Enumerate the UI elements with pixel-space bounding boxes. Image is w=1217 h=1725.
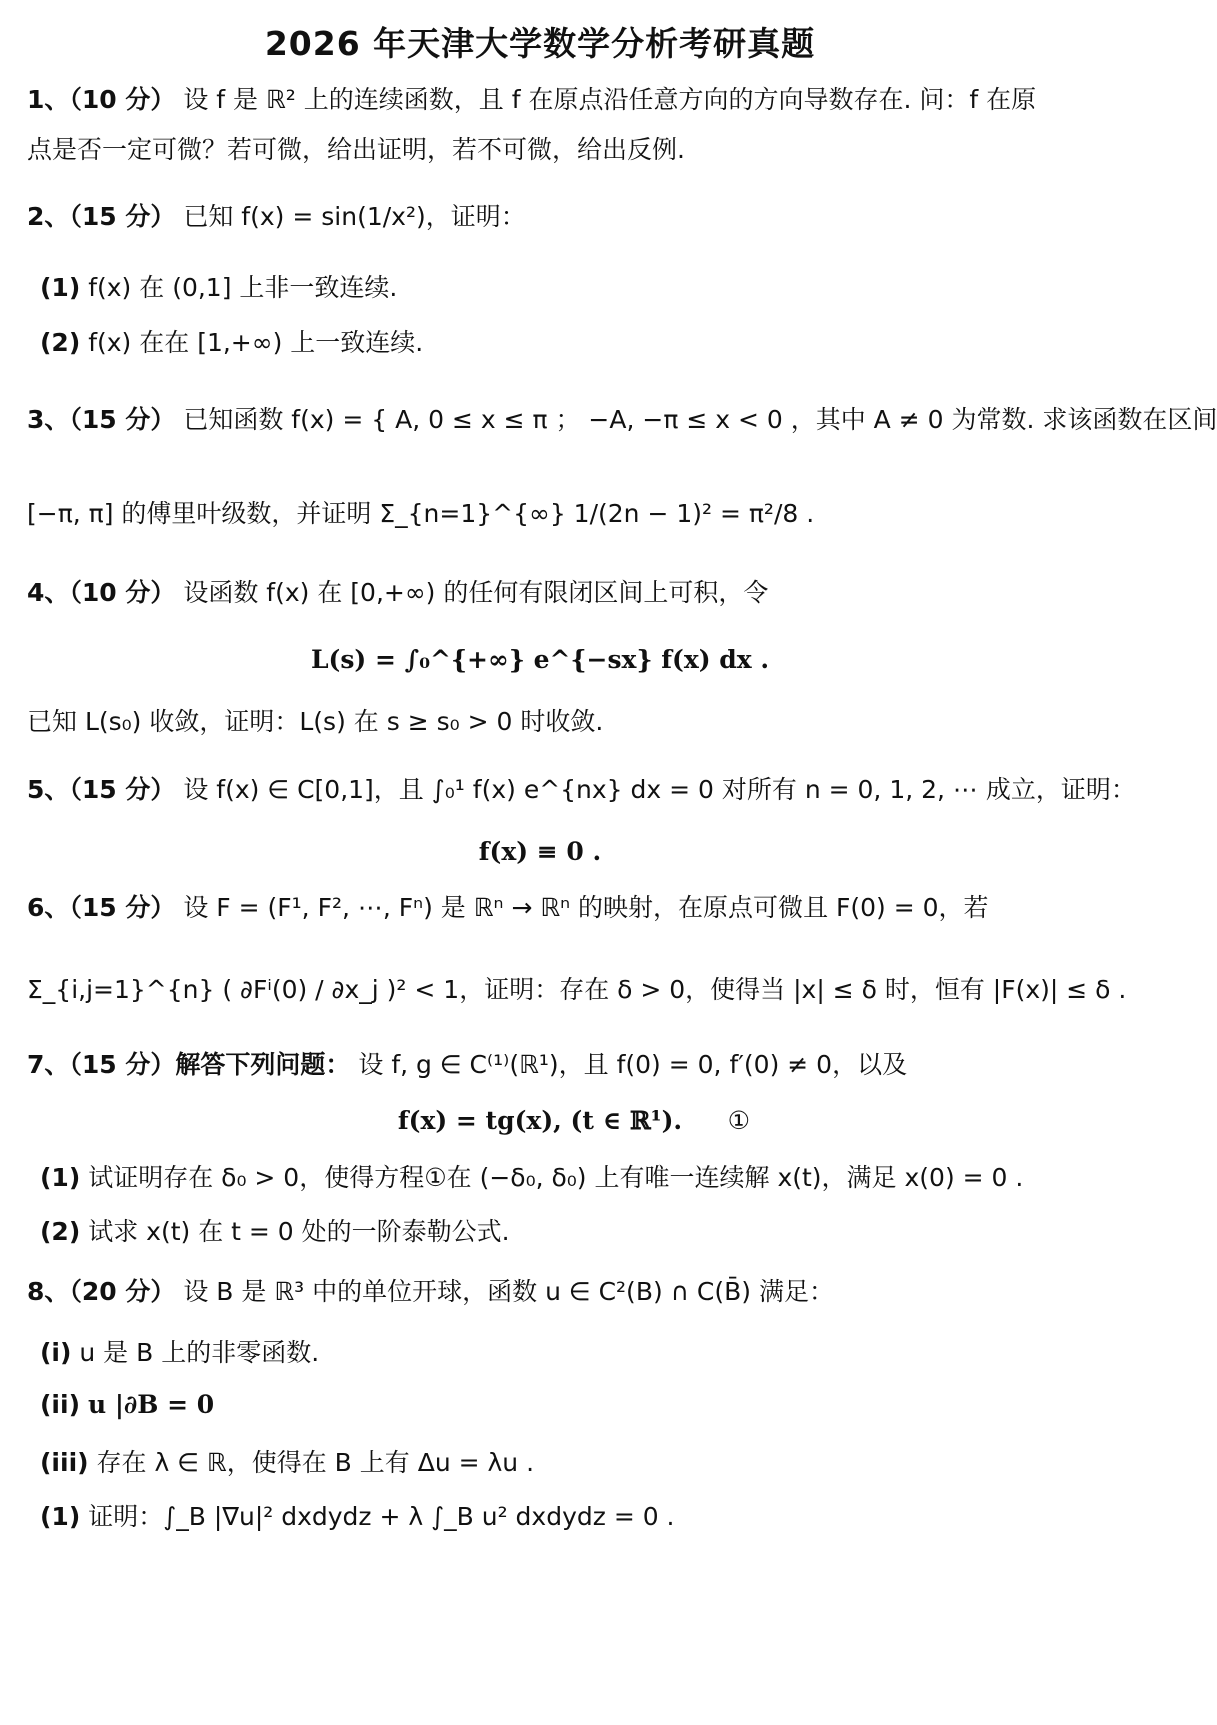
problem-8-part-1 [40, 1497, 1060, 1537]
problem-5-stem: 设 f(x) ∈ C[0,1]，且 ∫₀¹ f(x) e^{nx} dx = 0 对所有 n = 0, 1, 2, ⋯ 成立，证明： [183, 775, 1136, 804]
formula-text: L(s) = ∫₀^{+∞} e^{−sx} f(x) dx . [310, 645, 770, 674]
problem-6-number: 6、 [27, 893, 70, 922]
condition-text: u 是 B 上的非零函数. [79, 1338, 320, 1367]
problem-4-number: 4、 [27, 578, 70, 607]
part-label: (1) [40, 1502, 81, 1531]
problem-7-line-1 [27, 1045, 1060, 1085]
problem-1-text-1: 设 f 是 ℝ² 上的连续函数，且 f 在原点沿任意方向的方向导数存在. 问：f 在原 [183, 85, 1037, 114]
part-label: (1) [40, 1163, 81, 1192]
problem-1-number: 1、 [27, 85, 70, 114]
problem-3-stem: 已知函数 f(x) = { A, 0 ≤ x ≤ π ； −A, −π ≤ x < 0 ，其中 A ≠ 0 为常数. 求该函数在区间 [183, 405, 1217, 434]
problem-2-part-1 [40, 268, 1060, 308]
part-text: f(x) 在 (0,1] 上非一致连续. [88, 273, 398, 302]
problem-7-stem: 设 f, g ∈ C⁽¹⁾(ℝ¹)，且 f(0) = 0, f′(0) ≠ 0，以及 [358, 1050, 908, 1079]
problem-2-stem: 已知 f(x) = sin(1/x²)，证明： [183, 202, 526, 231]
problem-7-formula [0, 1101, 1080, 1141]
problem-3-line-1 [27, 400, 1217, 440]
problem-8-condition-2 [40, 1385, 1060, 1425]
problem-1-points: （10 分） [69, 85, 176, 114]
problem-8-points: （20 分） [69, 1277, 176, 1306]
problem-2-line [27, 197, 1060, 237]
problem-5-formula [0, 832, 1080, 872]
problem-8-condition-3 [40, 1443, 1060, 1483]
problem-4-formula [0, 640, 1080, 680]
problem-4-text-3: 已知 L(s₀) 收敛，证明：L(s) 在 s ≥ s₀ > 0 时收敛. [27, 707, 604, 736]
condition-text: u |∂B = 0 [87, 1390, 215, 1419]
part-label: (1) [40, 273, 81, 302]
problem-6-points: （15 分） [69, 893, 176, 922]
problem-2-points: （15 分） [69, 202, 176, 231]
part-text: 试求 x(t) 在 t = 0 处的一阶泰勒公式. [88, 1217, 510, 1246]
problem-7-number: 7、 [27, 1050, 70, 1079]
formula-text: f(x) = tg(x), (t ∈ ℝ¹). [397, 1106, 683, 1135]
condition-label: (iii) [40, 1448, 89, 1477]
problem-1-text-2: 点是否一定可微？若可微，给出证明，若不可微，给出反例. [27, 135, 685, 164]
problem-8-stem: 设 B 是 ℝ³ 中的单位开球，函数 u ∈ C²(B) ∩ C(B̄) 满足： [183, 1277, 834, 1306]
problem-3-number: 3、 [27, 405, 70, 434]
problem-4-stem: 设函数 f(x) 在 [0,+∞) 的任何有限闭区间上可积，令 [183, 578, 769, 607]
part-label: (2) [40, 1217, 81, 1246]
condition-label: (i) [40, 1338, 72, 1367]
problem-8-number: 8、 [27, 1277, 70, 1306]
problem-8-condition-1 [40, 1333, 1060, 1373]
problem-4-line-1 [27, 573, 1060, 613]
equation-tag: ① [727, 1106, 750, 1135]
page-title: 2026 年天津大学数学分析考研真题 [264, 24, 816, 63]
problem-2-number: 2、 [27, 202, 70, 231]
problem-5-line [27, 770, 1136, 810]
part-text: 试证明存在 δ₀ > 0，使得方程①在 (−δ₀, δ₀) 上有唯一连续解 x(t)，满足 x(0) = 0 . [88, 1163, 1024, 1192]
problem-1-line-1 [27, 80, 1060, 120]
problem-5-points: （15 分） [69, 775, 176, 804]
condition-text: 存在 λ ∈ ℝ，使得在 B 上有 Δu = λu . [96, 1448, 535, 1477]
problem-3-points: （15 分） [69, 405, 176, 434]
problem-6-text-2: Σ_{i,j=1}^{n} ( ∂Fⁱ(0) / ∂x_j )² < 1，证明：存在 δ > 0，使得当 |x| ≤ δ 时，恒有 |F(x)| ≤ δ . [27, 975, 1127, 1004]
problem-7-intro: 解答下列问题： [175, 1050, 351, 1079]
part-text: f(x) 在在 [1,+∞) 上一致连续. [88, 328, 424, 357]
problem-7-part-2 [40, 1212, 1060, 1252]
problem-3-text-2: [−π, π] 的傅里叶级数，并证明 Σ_{n=1}^{∞} 1/(2n − 1)² = π²/8 . [27, 499, 815, 528]
problem-6-stem: 设 F = (F¹, F², ⋯, Fⁿ) 是 ℝⁿ → ℝⁿ 的映射，在原点可微且 F(0) = 0，若 [183, 893, 989, 922]
problem-8-line [27, 1272, 1060, 1312]
problem-7-part-1 [40, 1158, 1060, 1198]
problem-7-points: （15 分） [69, 1050, 176, 1079]
part-label: (2) [40, 328, 81, 357]
problem-5-number: 5、 [27, 775, 70, 804]
formula-text: f(x) ≡ 0 . [478, 837, 602, 866]
condition-label: (ii) [40, 1390, 80, 1419]
problem-4-points: （10 分） [69, 578, 176, 607]
problem-6-line-1 [27, 888, 1060, 928]
part-text: 证明：∫_B |∇u|² dxdydz + λ ∫_B u² dxdydz = 0 . [88, 1502, 675, 1531]
problem-2-part-2 [40, 323, 1060, 363]
